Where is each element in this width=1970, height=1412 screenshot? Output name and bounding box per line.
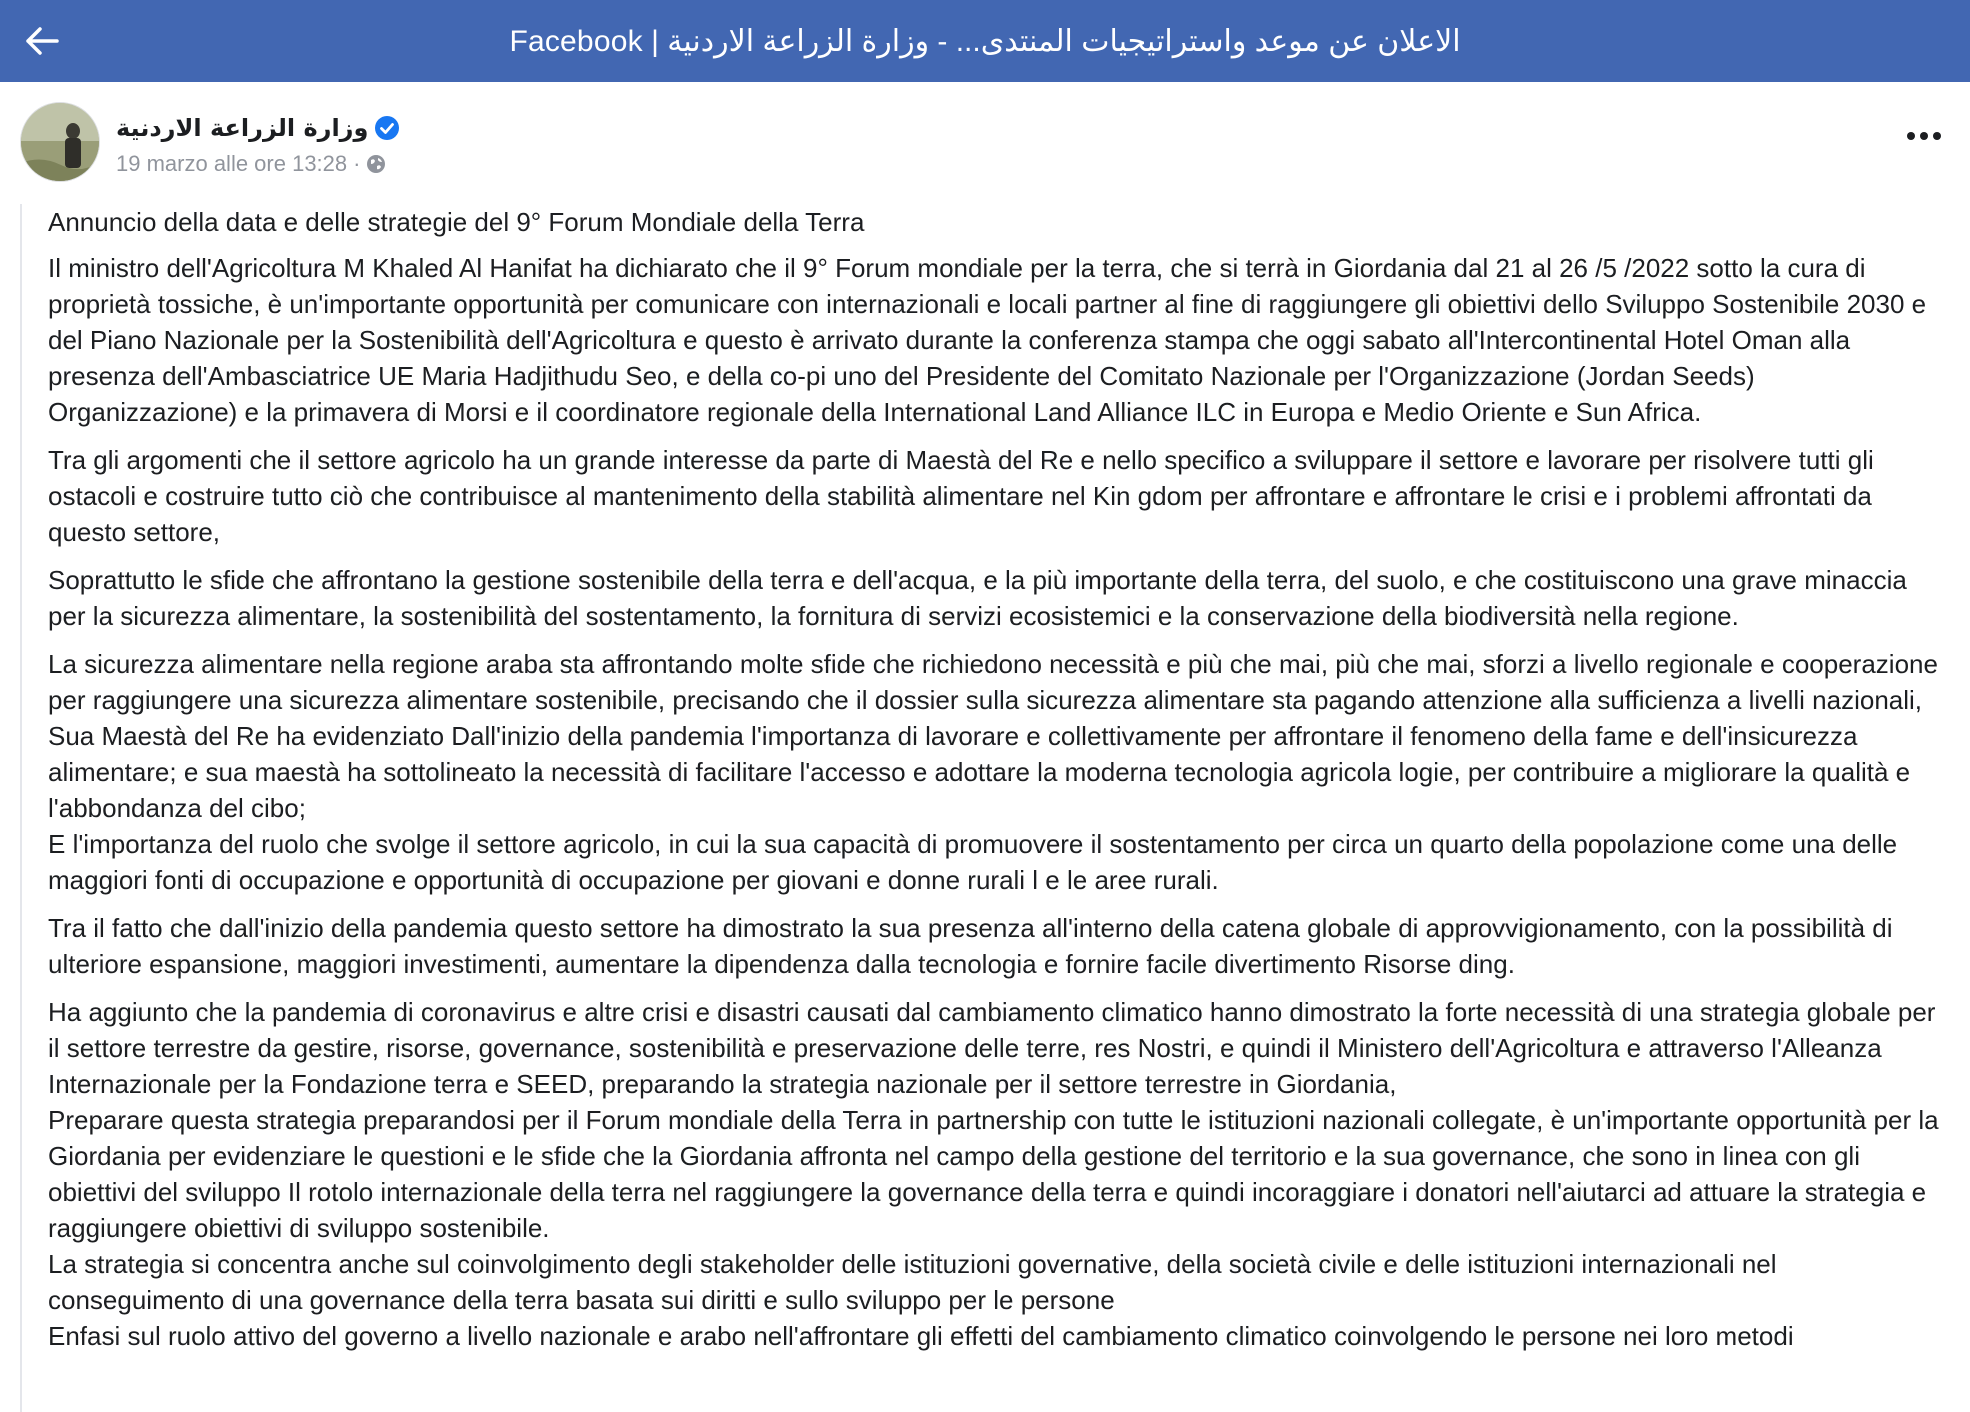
more-options-icon	[1906, 131, 1942, 141]
post-paragraph: La sicurezza alimentare nella regione araba sta affrontando molte sfide che richiedono necessità e più che mai, più che mai, sforzi a livello regionale e cooperazione per raggiungere una sicurezza alimentare sostenibile, precisando che il dossier sulla sicurezza alimentare sta pagando attenzione alla sufficienza a livelli nazionali, Sua Maestà del Re ha evidenziato Dall'inizio della pandemia l'importanza di lavorare e collettivamente per affrontare il fenomeno della fame e dell'insicurezza alimentare; e sua maestà ha sottolineato la necessità di facilitare l'accesso e adottare la moderna tecnologia agricola logie, per contribuire a migliorare la qualità e l'abbondanza del cibo;	[48, 649, 1938, 823]
post-paragraph: La strategia si concentra anche sul coinvolgimento degli stakeholder delle istituzioni governative, della società civile e delle istituzioni internazionali nel conseguimento di una governance della terra basata sui diritti e sullo sviluppo per le persone	[48, 1249, 1777, 1315]
post-paragraph: Annuncio della data e delle strategie del 9° Forum Mondiale della Terra	[48, 207, 865, 237]
post-paragraph: Enfasi sul ruolo attivo del governo a livello nazionale e arabo nell'affrontare gli effetti del cambiamento climatico coinvolgendo le persone nei loro metodi	[48, 1321, 1794, 1351]
back-button[interactable]	[18, 17, 66, 65]
post-body	[20, 204, 1950, 1412]
more-options-button[interactable]	[1900, 112, 1948, 160]
avatar[interactable]	[20, 102, 100, 182]
post-header	[0, 82, 1970, 192]
post-paragraph: Tra gli argomenti che il settore agricolo ha un grande interesse da parte di Maestà del Re e nello specifico a sviluppare il settore e lavorare per risolvere tutti gli ostacoli e costruire tutto ciò che contribuisce al mantenimento della stabilità alimentare nel Kin gdom per affrontare e affrontare le crisi e i problemi affrontati da questo settore,	[48, 445, 1874, 547]
post-paragraph: E l'importanza del ruolo che svolge il settore agricolo, in cui la sua capacità di promuovere il sostentamento per circa un quarto della popolazione come una delle maggiori fonti di occupazione e opportunità di occupazione per giovani e donne rurali l e le aree rurali.	[48, 829, 1898, 895]
meta-separator: ·	[353, 151, 361, 176]
page-title: الاعلان عن موعد واستراتيجيات المنتدى... - وزارة الزراعة الاردنية | Facebook	[509, 24, 1461, 58]
verified-badge-icon	[374, 115, 400, 141]
avatar-image	[21, 103, 100, 182]
post-paragraph: Soprattutto le sfide che affrontano la gestione sostenibile della terra e dell'acqua, e la più importante della terra, del suolo, e che costituiscono una grave minaccia per la sicurezza alimentare, la sostenibilità del sostentamento, la fornitura di servizi ecosistemici e la conservazione della biodiversità nella regione.	[48, 565, 1907, 631]
post-paragraph: Tra il fatto che dall'inizio della pandemia questo settore ha dimostrato la sua presenza all'interno della catena globale di approvvigionamento, con la possibilità di ulteriore espansione, maggiori investimenti, aumentare la dipendenza dalla tecnologia e fornire facile divertimento Risorse ding.	[48, 913, 1893, 979]
author-line	[116, 112, 400, 144]
author-name[interactable]: وزارة الزراعة الاردنية	[116, 114, 369, 142]
post-paragraph: Il ministro dell'Agricoltura M Khaled Al Hanifat ha dichiarato che il 9° Forum mondiale per la terra, che si terrà in Giordania dal 21 al 26 /5 /2022 sotto la cura di proprietà tossiche, è un'importante opportunità per comunicare con internazionali e locali partner al fine di raggiungere gli obiettivi dello Sviluppo Sostenibile 2030 e del Piano Nazionale per la Sostenibilità dell'Agricoltura e questo è arrivato durante la conferenza stampa che oggi sabato all'Intercontinental Hotel Oman alla presenza dell'Ambasciatrice UE Maria Hadjithudu Seo, e della co-pi uno del Presidente del Comitato Nazionale per l'Organizzazione (Jordan Seeds) Organizzazione) e la primavera di Morsi e il coordinatore regionale della International Land Alliance ILC in Europa e Medio Oriente e Sun Africa.	[48, 253, 1927, 427]
top-bar	[0, 0, 1970, 82]
globe-icon	[366, 154, 386, 174]
arrow-left-icon	[25, 26, 59, 56]
post-paragraph: Preparare questa strategia preparandosi per il Forum mondiale della Terra in partnership con tutte le istituzioni nazionali collegate, è un'importante opportunità per la Giordania per evidenziare le questioni e le sfide che la Giordania affronta nel campo della gestione del territorio e la sua governance, che sono in linea con gli obiettivi del sviluppo Il rotolo internazionale della terra nel raggiungere la governance della terra e quindi incoraggiare i donatori nell'aiutarci ad attuare la strategia e raggiungere obiettivi di sviluppo sostenibile.	[48, 1105, 1939, 1243]
post-paragraph: Ha aggiunto che la pandemia di coronavirus e altre crisi e disastri causati dal cambiamento climatico hanno dimostrato la forte necessità di una strategia globale per il settore terrestre da gestire, risorse, governance, sostenibilità e preservazione delle terre, res Nostri, e quindi il Ministero dell'Agricoltura e attraverso l'Alleanza Internazionale per la Fondazione terra e SEED, preparando la strategia nazionale per il settore terrestre in Giordania,	[48, 997, 1936, 1099]
post-meta	[116, 150, 386, 178]
post-timestamp[interactable]: 19 marzo alle ore 13:28	[116, 151, 348, 176]
